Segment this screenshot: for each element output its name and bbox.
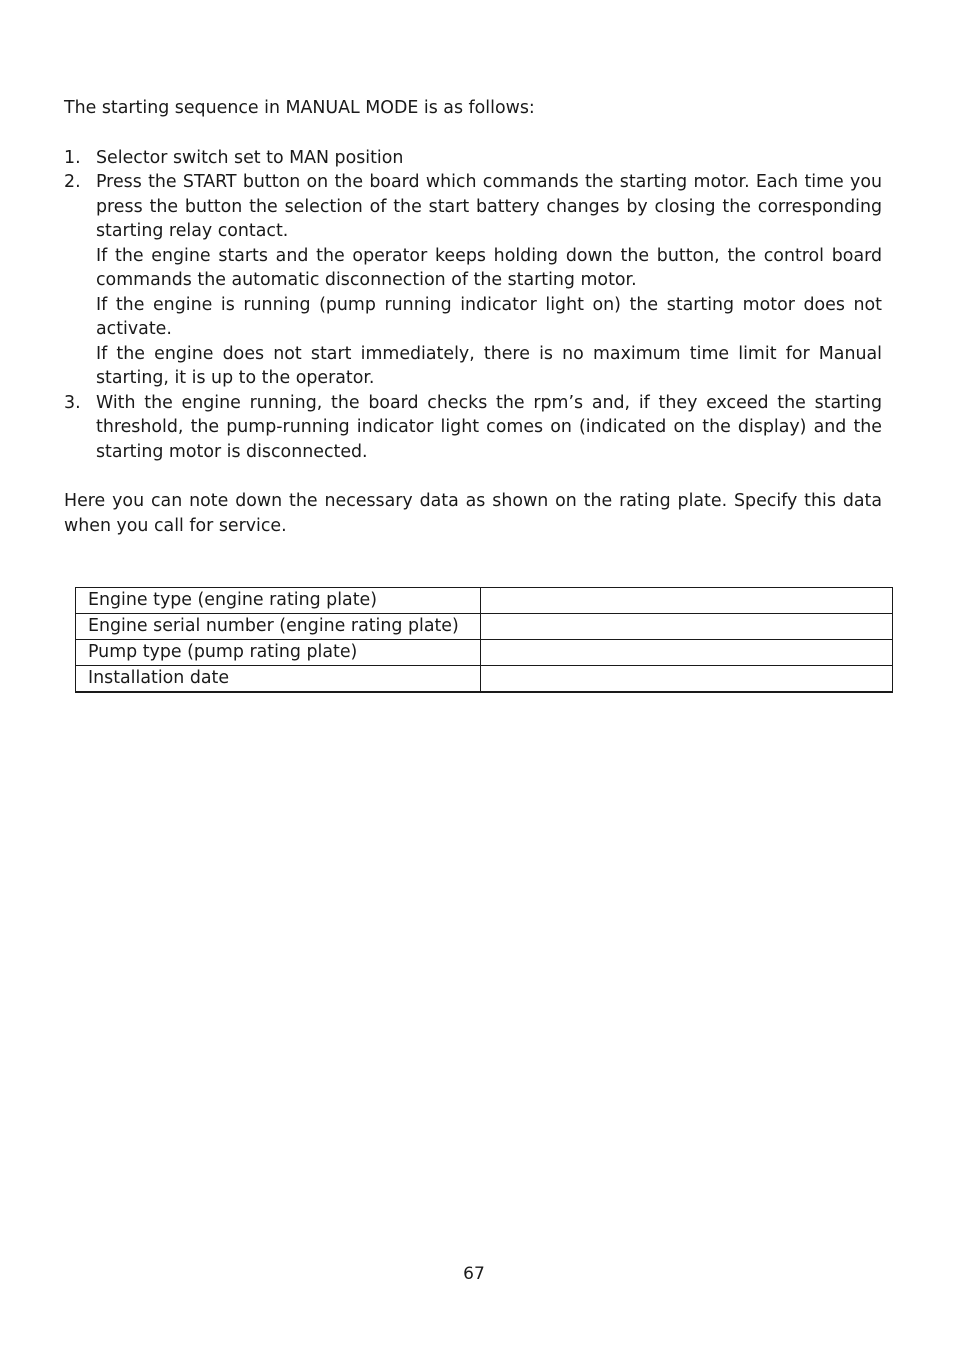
- table-row: [76, 666, 893, 693]
- step-text: Press the START button on the board which commands the starting motor. Each time you press the button the selection of the start battery changes by closing the corresponding starting relay contact.: [96, 172, 882, 241]
- page-number: 67: [463, 1264, 485, 1284]
- list-item: [64, 170, 882, 391]
- table-cell-label: Engine serial number (engine rating plate): [76, 614, 481, 640]
- table-row: [76, 614, 893, 640]
- step-number: 2.: [64, 172, 81, 192]
- table-cell-value[interactable]: [481, 666, 893, 693]
- table-cell-value[interactable]: [481, 640, 893, 666]
- list-item: [64, 391, 882, 465]
- step-text: If the engine is running (pump running indicator light on) the starting motor does not activate.: [96, 294, 882, 339]
- step-text: If the engine starts and the operator keeps holding down the button, the control board commands the automatic disconnection of the starting motor.: [96, 245, 882, 290]
- step-text: Selector switch set to MAN position: [96, 147, 404, 168]
- rating-plate-table: [75, 587, 893, 693]
- step-text: If the engine does not start immediately, there is no maximum time limit for Manual starting, it is up to the operator.: [96, 343, 882, 388]
- step-number: 3.: [64, 392, 81, 413]
- rating-plate-note: Here you can note down the necessary data as shown on the rating plate. Specify this data when you call for service.: [64, 491, 882, 536]
- table-cell-label: Installation date: [76, 666, 481, 693]
- page-content: [64, 96, 882, 538]
- table-cell-value[interactable]: [481, 588, 893, 614]
- step-text: With the engine running, the board checks the rpm’s and, if they exceed the starting threshold, the pump-running indicator light comes on (indicated on the display) and the starting motor is disconnected.: [96, 392, 882, 462]
- intro-text: The starting sequence in MANUAL MODE is as follows:: [64, 98, 535, 118]
- table-row: [76, 640, 893, 666]
- list-item: [64, 146, 882, 171]
- step-number: 1.: [64, 147, 81, 168]
- table-row: [76, 588, 893, 614]
- table-cell-label: Engine type (engine rating plate): [76, 588, 481, 614]
- starting-steps-list: [64, 146, 882, 465]
- table-cell-value[interactable]: [481, 614, 893, 640]
- table-cell-label: Pump type (pump rating plate): [76, 640, 481, 666]
